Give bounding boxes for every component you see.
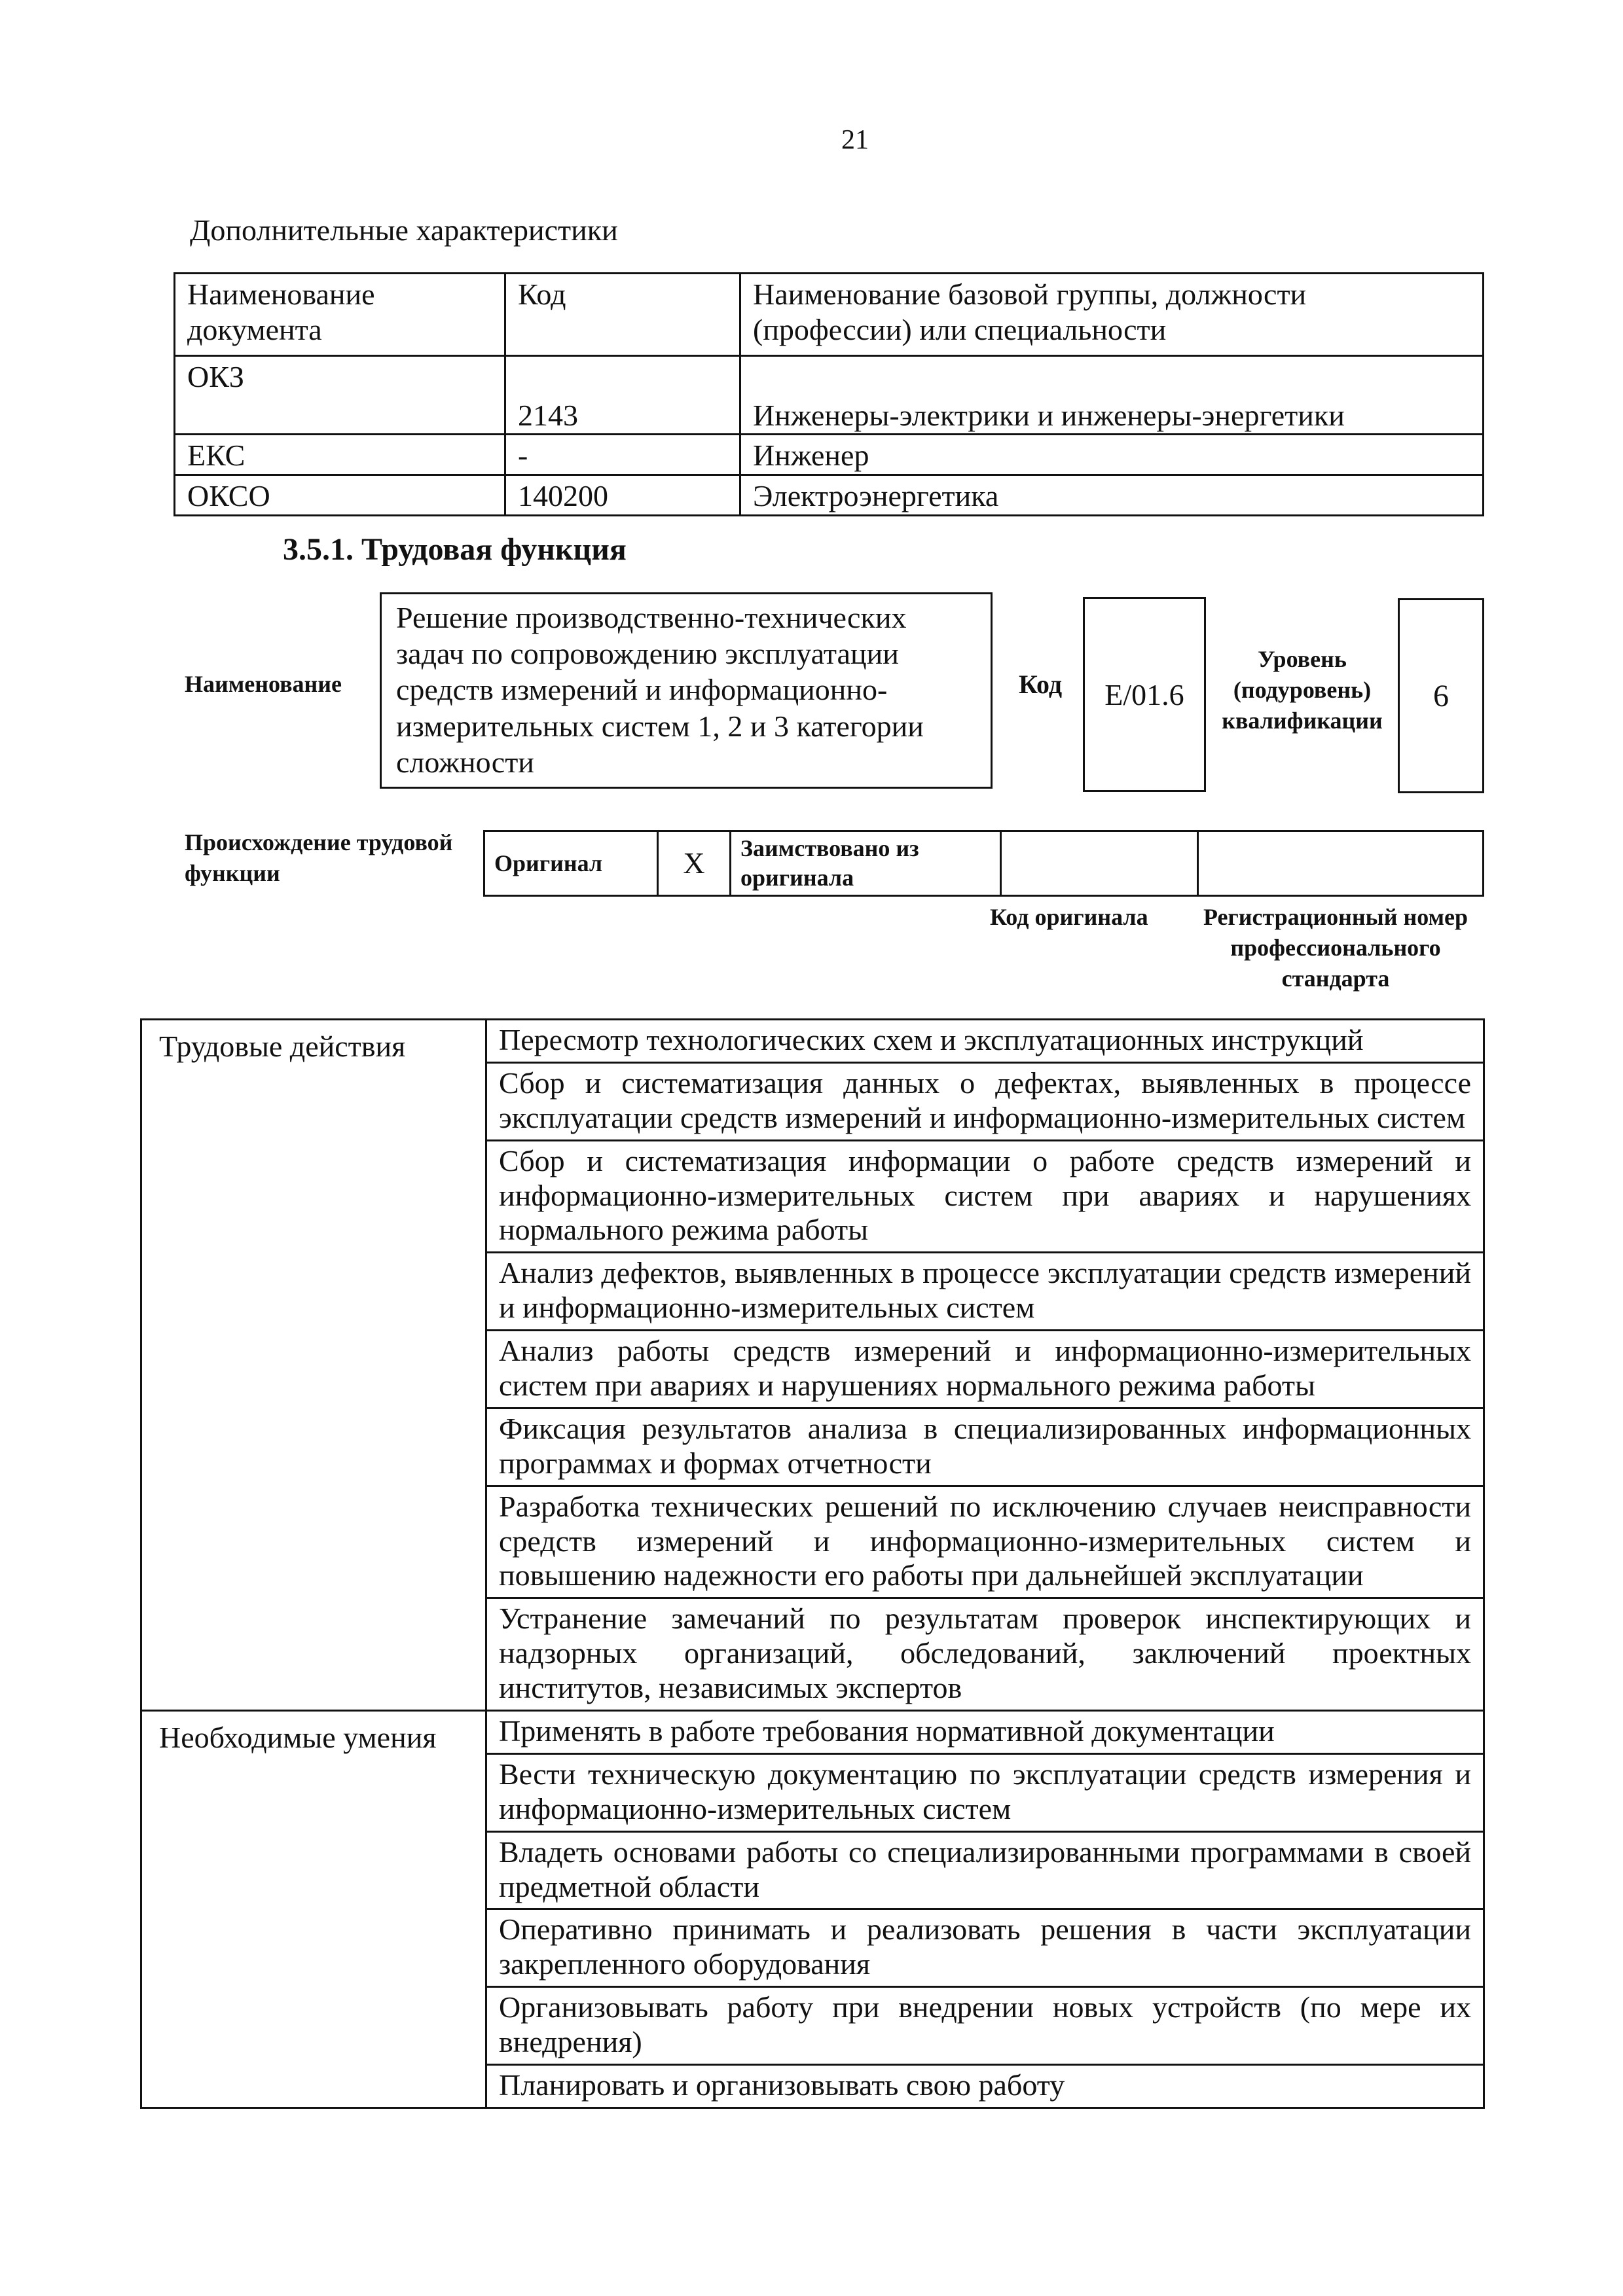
origin-label: Происхождение трудовой функции (185, 829, 453, 886)
row-okso-doc: ОКСО (175, 475, 505, 516)
skill-item: Оперативно принимать и реализовать решения в части эксплуатации закрепленного оборудования (486, 1909, 1484, 1987)
row-eks-name: Инженер (740, 435, 1484, 475)
borrowed-label: Заимствовано из оригинала (731, 831, 1001, 896)
action-item: Сбор и систематизация данных о дефектах, выявленных в процессе эксплуатации средств измерений и информационно-измерительных систем (486, 1062, 1484, 1140)
header-code: Код (505, 274, 740, 356)
action-item: Разработка технических решений по исключению случаев неисправности средств измерений и информационно-измерительных систем и повышению надежности его работы при дальнейшей эксплуатации (486, 1486, 1484, 1598)
row-okso-name: Электроэнергетика (740, 475, 1484, 516)
action-item: Пересмотр технологических схем и эксплуатационных инструкций (486, 1020, 1484, 1063)
row-eks-doc: ЕКС (175, 435, 505, 475)
skill-item: Применять в работе требования нормативной документации (486, 1711, 1484, 1754)
code-original-label: Код оригинала (990, 904, 1148, 930)
original-mark: X (658, 831, 731, 896)
header-group-name: Наименование базовой группы, должности (профессии) или специальности (740, 274, 1484, 356)
function-name-label: Наименование (185, 671, 342, 697)
action-item: Анализ дефектов, выявленных в процессе эксплуатации средств измерений и информационно-измерительных систем (486, 1253, 1484, 1331)
skills-label: Необходимые умения (141, 1711, 486, 2108)
skill-item: Владеть основами работы со специализированными программами в своей предметной области (486, 1831, 1484, 1909)
skill-item: Организовывать работу при внедрении новых устройств (по мере их внедрения) (486, 1987, 1484, 2065)
skill-item: Планировать и организовывать свою работу (486, 2065, 1484, 2108)
row-eks-code: - (505, 435, 740, 475)
row-okz-name: Инженеры-электрики и инженеры-энергетики (740, 356, 1484, 435)
action-item: Сбор и систематизация информации о работе средств измерений и информационно-измерительных систем при авариях и нарушениях нормального режима работы (486, 1140, 1484, 1253)
level-label: Уровень (подуровень) квалификации (1222, 646, 1383, 734)
action-item: Анализ работы средств измерений и информационно-измерительных систем при авариях и нарушениях нормального режима работы (486, 1331, 1484, 1408)
function-title: 3.5.1. Трудовая функция (283, 532, 627, 567)
reg-number-label: Регистрационный номер профессионального стандарта (1203, 904, 1468, 992)
page-number: 21 (841, 125, 869, 155)
original-label: Оригинал (484, 831, 658, 896)
function-code-label: Код (1019, 670, 1063, 699)
actions-label: Трудовые действия (141, 1020, 486, 1711)
header-document: Наименование документа (175, 274, 505, 356)
function-code-box: E/01.6 (1083, 597, 1206, 792)
function-name-box: Решение производственно-технических задач по сопровождению эксплуатации средств измерений и информационно-измерительных систем 1, 2 и 3 категории сложности (380, 592, 993, 789)
original-code-cell (1001, 831, 1198, 896)
additional-characteristics-table (173, 272, 1484, 516)
action-item: Фиксация результатов анализа в специализированных информационных программах и формах отчетности (486, 1408, 1484, 1486)
level-box: 6 (1398, 598, 1484, 793)
reg-number-cell (1198, 831, 1484, 896)
action-item: Устранение замечаний по результатам проверок инспектирующих и надзорных организаций, обследований, заключений проектных институтов, независимых экспертов (486, 1598, 1484, 1711)
skill-item: Вести техническую документацию по эксплуатации средств измерения и информационно-измерительных систем (486, 1753, 1484, 1831)
section-caption: Дополнительные характеристики (190, 213, 618, 247)
actions-skills-table (140, 1018, 1485, 2109)
row-okz-code: 2143 (505, 356, 740, 435)
row-okz-doc: ОКЗ (175, 356, 505, 435)
row-okso-code: 140200 (505, 475, 740, 516)
origin-table (483, 830, 1484, 897)
